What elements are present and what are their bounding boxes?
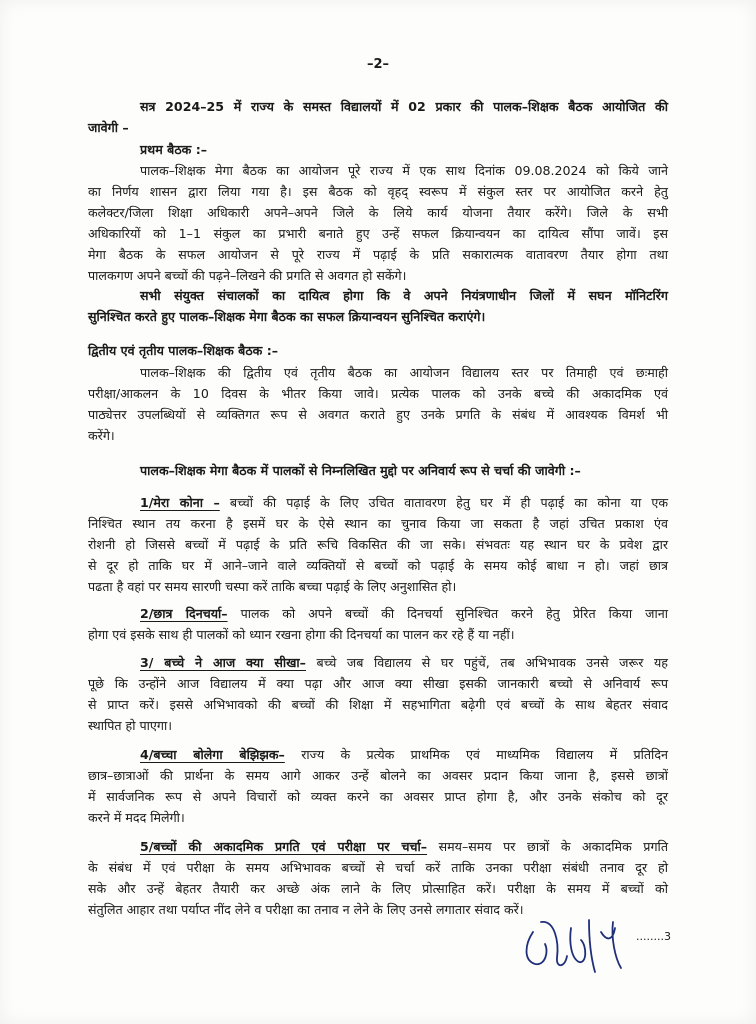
section1-bold-line: सुनिश्चित करते हुए पालक–शिक्षक मेगा बैठक का सफल क्रियान्वयन सुनिश्चित कराएंगे। [88,309,486,324]
item1-line: रोशनी हो जिससे बच्चों में पढ़ाई के प्रति रूचि विकसित की जा सके। संभवतः यह स्थान घर के प्रवेश द्वार [88,537,668,552]
item5-label: 5/बच्चों की अकादमिक प्रगति एवं परीक्षा पर चर्चा– [140,839,428,854]
main-heading-line1: सत्र 2024–25 में राज्य के समस्त विद्यालयों में 02 प्रकार की पालक–शिक्षक बैठक आयोजित की [140,99,668,114]
item3-first-text: बच्चे जब विद्यालय से घर पहुंचें, तब अभिभावक उनसे जरूर यह [305,655,668,670]
item2-line: होगा एवं इसके साथ ही पालकों को ध्यान रखना होगा की दिनचर्या का पालन कर रहे हैं या नहीं। [88,627,515,642]
item1-line: से दूर हो ताकि घर में आने–जाने वाले व्यक्तियों से बच्चों को पढ़ाई के समय कोई बाधा न हो। जहां छात्र [88,558,668,573]
section2-line: करेंगे। [88,428,115,443]
item5-line: संतुलित आहार तथा पर्याप्त नींद लेने व परीक्षा का तनाव न लेने के लिए उनसे लगातार संवाद करें। [88,902,524,917]
item4-label: 4/बच्चा बोलेगा बेझिझक– [140,747,285,762]
section2-line: परीक्षा/आकलन के 10 दिवस के भीतर किया जावे। प्रत्येक पालक को उनके बच्चे की अकादमिक एवं [88,386,668,401]
section1-line: अधिकारियों को 1–1 संकुल का प्रभारी बनाते हुए उन्हें सफल क्रियान्वयन का दायित्व सौंपा जावें। इस [88,226,668,241]
item3-line: पूछे कि उन्होंने आज विद्यालय में क्या पढ़ा और आज क्या सीखा इसकी जानकारी बच्चो से अनिवार्य रूप [88,676,668,691]
continued-marker: ........3 [636,930,671,943]
item3-line: से प्राप्त करें। इससे अभिभावको की बच्चों की शिक्षा में सहभागिता बढ़ेगी एवं बच्चों के साथ बेहतर संवाद [88,697,668,712]
item5-first-line [140,836,668,857]
item4-line: में सार्वजनिक रूप से अपने विचारों को व्यक्त करने का अवसर प्राप्त होगा है, और उनके संकोच को दूर [88,789,668,804]
handwritten-signature [515,902,635,982]
item5-line: के संबंध में एवं परीक्षा के समय अभिभावक बच्चों से चर्चा करें ताकि उनका परीक्षा संबंधी तनाव दूर हो [88,860,668,875]
item3-label: 3/ बच्चे ने आज क्या सीखा– [140,655,306,670]
item4-line: करने में मदद मिलेगी। [88,810,185,825]
topics-heading: पालक–शिक्षक मेगा बैठक में पालकों से निम्नलिखित मुद्दो पर अनिवार्य रूप से चर्चा की जावेगी :– [140,463,581,478]
item5-first-text: समय–समय पर छात्रों के अकादमिक प्रगति [427,839,668,854]
section1-bold-line: सभी संयुक्त संचालकों का दायित्व होगा कि वे अपने नियंत्रणाधीन जिलों में सघन मॉनिटरिंग [140,288,668,303]
item4-first-line [140,744,668,765]
section1-line: पालकगण अपने बच्चों की पढ़ने–लिखने की प्रगति से अवगत हो सकेंगे। [88,268,407,283]
section2-line: पालक–शिक्षक की द्वितीय एवं तृतीय बैठक का आयोजन विद्यालय स्तर पर तिमाही एवं छःमाही [140,365,668,380]
section1-line: मेगा बैठक के सफल आयोजन से पूरे राज्य में पढ़ाई के प्रति सकारात्मक वातावरण तैयार होगा तथा [88,247,668,262]
item4-first-text: राज्य के प्रत्येक प्राथमिक एवं माध्यमिक विद्यालय में प्रतिदिन [284,747,668,762]
page-number: –2– [366,57,390,72]
item2-first-line [140,603,668,624]
section1-line: का निर्णय शासन द्वारा लिया गया है। इस बैठक को वृहद् स्वरूप में संकुल स्तर पर आयोजित करने हेतु [88,184,668,199]
item1-label: 1/मेरा कोना – [140,495,220,510]
item1-line: निश्चित स्थान तय करना है इसमें घर के ऐसे स्थान का चुनाव किया जा सकता है जहां उचित प्रकाश एंव [88,516,668,531]
item3-first-line [140,652,668,673]
section2-title: द्वितीय एवं तृतीय पालक–शिक्षक बैठक :– [88,343,279,358]
item2-first-text: पालक को अपने बच्चों की दिनचर्या सुनिश्चित करने हेतु प्रेरित किया जाना [227,606,668,621]
section2-line: पाठ्येत्तर उपलब्धियों से व्यक्तिगत रूप से अवगत कराते हुए उनके प्रगति के संबंध में आवश्यक विमर्श भी [88,407,668,422]
item4-line: छात्र–छात्राओं की प्रार्थना के समय आगे आकर उन्हें बोलने का अवसर प्रदान किया जाना है, इससे छात्रों [88,768,668,783]
item5-line: सके और उन्हें बेहतर तैयारी कर अच्छे अंक लाने के लिए प्रोत्साहित करें। परीक्षा के समय में बच्चों को [88,881,668,896]
section1-line: पालक–शिक्षक मेगा बैठक का आयोजन पूरे राज्य में एक साथ दिनांक 09.08.2024 को किये जाने [140,163,668,178]
item3-line: स्थापित हो पाएगा। [88,718,173,733]
item1-line: पढता है वहां पर समय सारणी चस्पा करें ताकि बच्चा पढ़ाई के लिए अनुशासित हो। [88,579,457,594]
section1-title: प्रथम बैठक :– [140,142,208,157]
section1-line: कलेक्टर/जिला शिक्षा अधिकारी अपने–अपने जिले के लिये कार्य योजना तैयार करेंगे। जिले के सभी [88,205,668,220]
item1-first-line [140,492,668,513]
item2-label: 2/छात्र दिनचर्या– [140,606,228,621]
main-heading-line2: जावेगी – [88,120,129,135]
item1-first-text: बच्चों की पढ़ाई के लिए उचित वातावरण हेतु घर में ही पढ़ाई का कोना या एक [219,495,668,510]
